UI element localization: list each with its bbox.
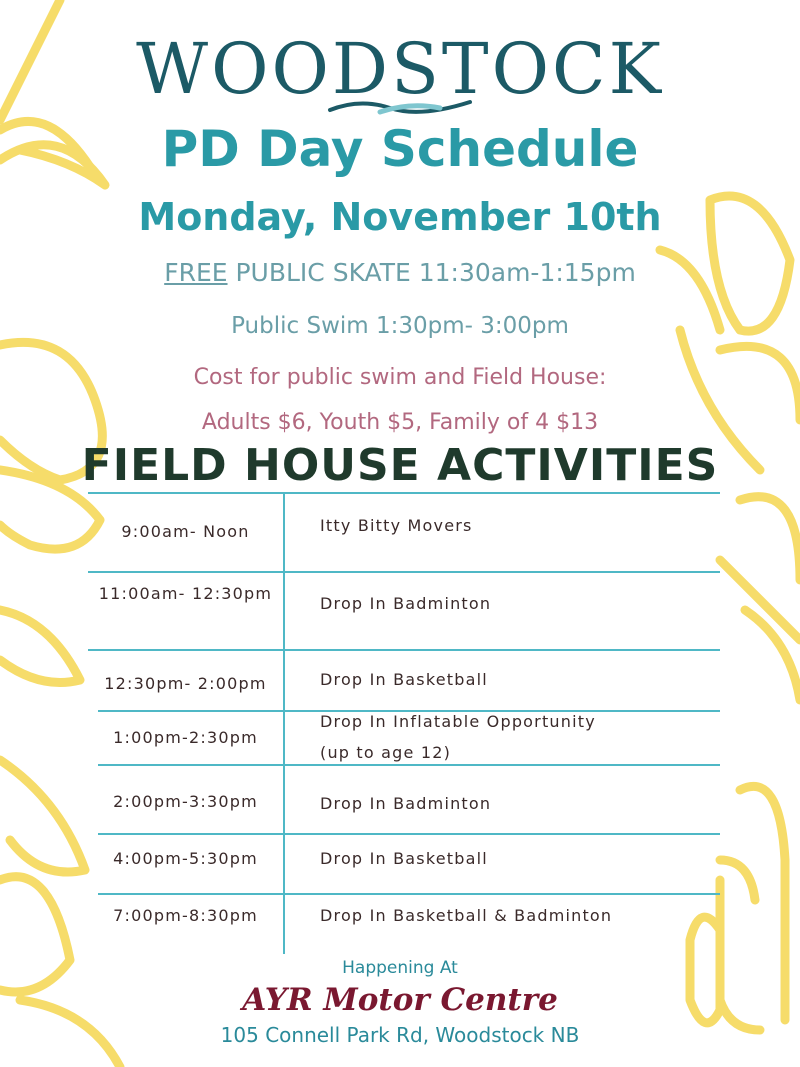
schedule-time: 2:00pm-3:30pm <box>113 792 258 811</box>
venue-name: AYR Motor Centre <box>242 982 558 1018</box>
row-divider <box>98 833 720 835</box>
row-divider <box>98 893 720 895</box>
public-skate-line <box>0 258 800 287</box>
schedule-time: 11:00am- 12:30pm <box>98 584 273 603</box>
row-divider <box>88 571 720 573</box>
field-house-heading: FIELD HOUSE ACTIVITIES <box>81 440 719 491</box>
public-swim-line: Public Swim 1:30pm- 3:00pm <box>231 313 569 339</box>
schedule-activity-note: (up to age 12) <box>320 743 452 762</box>
schedule-activity: Itty Bitty Movers <box>320 516 473 535</box>
schedule-activity: Drop In Badminton <box>320 794 492 813</box>
schedule-activity: Drop In Badminton <box>320 594 492 613</box>
row-divider <box>98 764 720 766</box>
schedule-table <box>88 492 720 954</box>
woodstock-logo <box>0 28 800 118</box>
row-divider <box>88 649 720 651</box>
schedule-activity: Drop In Basketball <box>320 670 488 689</box>
happening-at-label: Happening At <box>342 958 458 978</box>
page-title: PD Day Schedule <box>161 120 639 178</box>
price-line: Adults $6, Youth $5, Family of 4 $13 <box>201 410 599 435</box>
schedule-activity: Drop In Inflatable Opportunity <box>320 712 596 731</box>
logo-text: WOODSTOCK <box>136 28 664 110</box>
venue-address: 105 Connell Park Rd, Woodstock NB <box>220 1023 580 1047</box>
free-label: FREE <box>164 258 228 287</box>
schedule-time: 12:30pm- 2:00pm <box>104 674 267 693</box>
column-divider <box>283 492 285 954</box>
schedule-time: 1:00pm-2:30pm <box>113 728 258 747</box>
schedule-time: 4:00pm-5:30pm <box>113 849 258 868</box>
schedule-activity: Drop In Basketball <box>320 849 488 868</box>
event-date: Monday, November 10th <box>138 195 662 239</box>
schedule-time: 9:00am- Noon <box>121 522 250 541</box>
cost-line: Cost for public swim and Field House: <box>193 365 607 390</box>
schedule-activity: Drop In Basketball & Badminton <box>320 906 613 925</box>
public-skate-text: PUBLIC SKATE 11:30am-1:15pm <box>227 258 636 287</box>
schedule-time: 7:00pm-8:30pm <box>113 906 258 925</box>
row-divider <box>88 492 720 494</box>
